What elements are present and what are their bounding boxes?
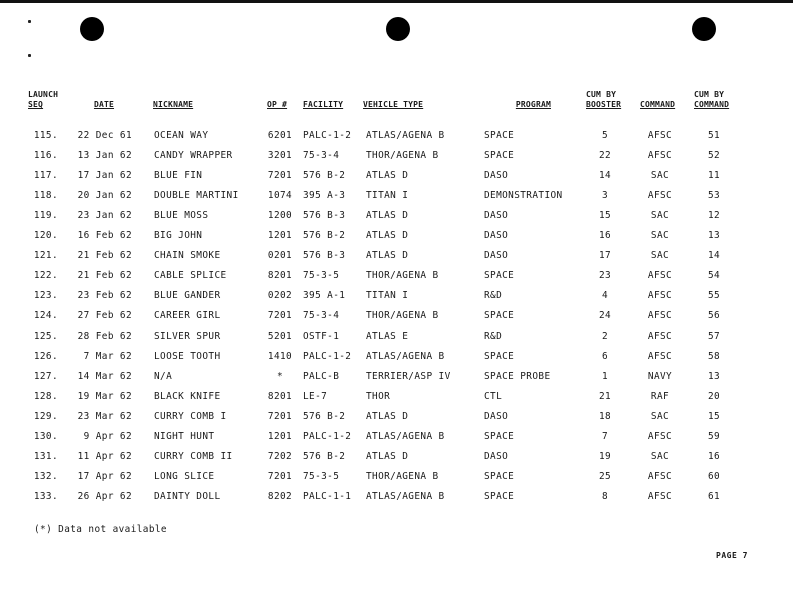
cell-cum-by-booster: 7 — [601, 430, 609, 442]
cell-vehicle-type: ATLAS D — [366, 230, 409, 242]
cell-seq: 126. — [33, 350, 58, 362]
cell-cum-by-command: 51 — [707, 130, 721, 141]
cell-op: * — [276, 370, 284, 382]
table-row — [0, 310, 793, 330]
cell-op: 6201 — [267, 130, 293, 141]
cell-cum-by-booster: 17 — [598, 250, 612, 262]
cell-op: 7202 — [267, 450, 293, 462]
cell-seq: 132. — [33, 470, 58, 482]
cell-date: 23 Feb 62 — [77, 290, 132, 302]
page-number: PAGE 7 — [716, 551, 748, 560]
cell-program: DASO — [484, 210, 509, 222]
cell-program: SPACE — [484, 350, 515, 362]
cell-cum-by-command: 15 — [707, 410, 721, 422]
cell-facility: 395 A-1 — [303, 290, 346, 302]
cell-cum-by-booster: 16 — [598, 230, 612, 242]
cell-cum-by-command: 13 — [707, 370, 721, 382]
cell-facility: 75-3-5 — [303, 470, 340, 482]
cell-command: SAC — [650, 230, 670, 242]
cell-op: 8202 — [267, 490, 293, 502]
cell-op: 7201 — [267, 310, 293, 322]
cell-cum-by-booster: 19 — [598, 450, 612, 462]
cell-seq: 117. — [33, 170, 58, 182]
cell-vehicle-type: ATLAS D — [366, 450, 409, 462]
cell-nickname: CHAIN SMOKE — [154, 250, 221, 262]
table-row — [0, 230, 793, 250]
cell-vehicle-type: ATLAS D — [366, 250, 409, 262]
cell-date: 28 Feb 62 — [77, 330, 132, 342]
cell-nickname: CANDY WRAPPER — [154, 150, 233, 162]
table-row — [0, 351, 793, 371]
table-row — [0, 331, 793, 351]
cell-cum-by-booster: 1 — [601, 370, 609, 382]
table-row — [0, 150, 793, 170]
cell-program: DASO — [484, 450, 509, 462]
cell-op: 0202 — [267, 290, 293, 302]
cell-seq: 128. — [33, 390, 58, 402]
cell-command: AFSC — [647, 290, 673, 302]
header-vehicle-type: VEHICLE TYPE — [363, 100, 424, 109]
cell-cum-by-booster: 21 — [598, 390, 612, 402]
table-row — [0, 250, 793, 270]
cell-cum-by-booster: 25 — [598, 470, 612, 482]
cell-command: AFSC — [647, 490, 673, 502]
cell-nickname: BLUE FIN — [154, 170, 203, 182]
table-row — [0, 290, 793, 310]
cell-cum-by-command: 11 — [707, 170, 721, 182]
cell-command: AFSC — [647, 430, 673, 442]
cell-op: 8201 — [267, 270, 293, 282]
cell-op: 7201 — [267, 410, 293, 422]
cell-program: CTL — [484, 390, 503, 402]
cell-cum-by-command: 58 — [707, 350, 721, 362]
cell-seq: 120. — [33, 230, 58, 242]
header-nickname: NICKNAME — [153, 100, 194, 109]
cell-date: 16 Feb 62 — [77, 230, 132, 242]
cell-command: AFSC — [647, 470, 673, 482]
cell-cum-by-command: 20 — [707, 390, 721, 402]
header-cum-by-line1: CUM BY — [694, 90, 725, 99]
cell-cum-by-booster: 4 — [601, 290, 609, 302]
header-cum-by-command — [694, 90, 729, 110]
cell-nickname: BLACK KNIFE — [154, 390, 221, 402]
cell-seq: 124. — [33, 310, 58, 322]
header-facility: FACILITY — [303, 100, 344, 109]
cell-program: SPACE — [484, 130, 515, 141]
cell-facility: 576 B-2 — [303, 230, 346, 242]
cell-cum-by-booster: 6 — [601, 350, 609, 362]
header-launch-line1: LAUNCH — [28, 90, 59, 99]
cell-program: DASO — [484, 410, 509, 422]
cell-command: SAC — [650, 410, 670, 422]
cell-vehicle-type: TITAN I — [366, 290, 409, 302]
cell-nickname: BLUE MOSS — [154, 210, 209, 222]
header-launch-seq — [28, 90, 58, 110]
cell-op: 7201 — [267, 470, 293, 482]
cell-vehicle-type: THOR/AGENA B — [366, 310, 439, 322]
header-op: OP # — [267, 100, 288, 109]
cell-vehicle-type: ATLAS D — [366, 210, 409, 222]
table-row — [0, 411, 793, 431]
table-row — [0, 471, 793, 491]
cell-program: R&D — [484, 330, 503, 342]
footnote: (*) Data not available — [34, 524, 167, 535]
cell-cum-by-booster: 22 — [598, 150, 612, 162]
cell-op: 8201 — [267, 390, 293, 402]
cell-program: SPACE PROBE — [484, 370, 551, 382]
cell-date: 13 Jan 62 — [77, 150, 132, 162]
cell-cum-by-booster: 3 — [601, 190, 609, 202]
table-row — [0, 190, 793, 210]
binder-hole-right — [692, 17, 716, 41]
cell-program: SPACE — [484, 470, 515, 482]
table-row — [0, 130, 793, 150]
cell-facility: 576 B-2 — [303, 170, 346, 182]
table-row — [0, 391, 793, 411]
cell-seq: 133. — [33, 490, 58, 502]
cell-program: SPACE — [484, 430, 515, 442]
cell-cum-by-command: 12 — [707, 210, 721, 222]
cell-vehicle-type: ATLAS D — [366, 410, 409, 422]
cell-date: 20 Jan 62 — [77, 190, 132, 202]
cell-nickname: LONG SLICE — [154, 470, 215, 482]
cell-date: 23 Mar 62 — [77, 410, 132, 422]
cell-command: AFSC — [647, 130, 673, 141]
cell-op: 1074 — [267, 190, 293, 202]
cell-nickname: OCEAN WAY — [154, 130, 209, 141]
cell-vehicle-type: TERRIER/ASP IV — [366, 370, 451, 382]
table-row — [0, 451, 793, 471]
cell-nickname: BLUE GANDER — [154, 290, 221, 302]
cell-command: AFSC — [647, 150, 673, 162]
header-program: PROGRAM — [515, 100, 551, 109]
cell-nickname: CURRY COMB I — [154, 410, 227, 422]
cell-command: SAC — [650, 250, 670, 262]
cell-cum-by-command: 56 — [707, 310, 721, 322]
cell-command: SAC — [650, 210, 670, 222]
cell-op: 1200 — [267, 210, 293, 222]
cell-facility: 576 B-3 — [303, 210, 346, 222]
cell-date: 26 Apr 62 — [77, 490, 132, 502]
cell-date: 23 Jan 62 — [77, 210, 132, 222]
table-row — [0, 170, 793, 190]
cell-facility: 576 B-2 — [303, 450, 346, 462]
header-date: DATE — [93, 100, 115, 109]
cell-vehicle-type: ATLAS/AGENA B — [366, 490, 445, 502]
cell-vehicle-type: THOR/AGENA B — [366, 150, 439, 162]
cell-cum-by-booster: 24 — [598, 310, 612, 322]
cell-nickname: N/A — [154, 370, 173, 382]
cell-cum-by-command: 14 — [707, 250, 721, 262]
table-row — [0, 491, 793, 511]
cell-seq: 131. — [33, 450, 58, 462]
cell-vehicle-type: ATLAS/AGENA B — [366, 430, 445, 442]
cell-facility: 576 B-2 — [303, 410, 346, 422]
cell-date: 21 Feb 62 — [77, 270, 132, 282]
cell-date: 14 Mar 62 — [77, 370, 132, 382]
cell-facility: 75-3-5 — [303, 270, 340, 282]
binder-hole-center — [386, 17, 410, 41]
cell-seq: 130. — [33, 430, 58, 442]
cell-nickname: DAINTY DOLL — [154, 490, 221, 502]
cell-cum-by-booster: 14 — [598, 170, 612, 182]
cell-cum-by-command: 13 — [707, 230, 721, 242]
cell-seq: 121. — [33, 250, 58, 262]
cell-date: 19 Mar 62 — [77, 390, 132, 402]
cell-facility: 395 A-3 — [303, 190, 346, 202]
cell-command: SAC — [650, 450, 670, 462]
cell-nickname: LOOSE TOOTH — [154, 350, 221, 362]
cell-vehicle-type: TITAN I — [366, 190, 409, 202]
cell-cum-by-command: 57 — [707, 330, 721, 342]
cell-command: RAF — [650, 390, 670, 402]
cell-nickname: SILVER SPUR — [154, 330, 221, 342]
header-cum-by-line1: CUM BY — [586, 90, 617, 99]
cell-cum-by-booster: 2 — [601, 330, 609, 342]
cell-vehicle-type: ATLAS/AGENA B — [366, 130, 445, 141]
cell-seq: 122. — [33, 270, 58, 282]
cell-vehicle-type: ATLAS/AGENA B — [366, 350, 445, 362]
scan-speck — [28, 54, 31, 57]
header-command-line2: COMMAND — [694, 100, 730, 109]
cell-nickname: CABLE SPLICE — [154, 270, 227, 282]
cell-command: AFSC — [647, 270, 673, 282]
scan-speck — [28, 20, 31, 23]
cell-program: DASO — [484, 230, 509, 242]
cell-op: 1410 — [267, 350, 293, 362]
cell-cum-by-command: 60 — [707, 470, 721, 482]
binder-hole-left — [80, 17, 104, 41]
cell-seq: 129. — [33, 410, 58, 422]
cell-vehicle-type: ATLAS D — [366, 170, 409, 182]
cell-date: 11 Apr 62 — [77, 450, 132, 462]
cell-cum-by-booster: 18 — [598, 410, 612, 422]
cell-facility: PALC-1-1 — [303, 490, 352, 502]
cell-command: NAVY — [647, 370, 673, 382]
cell-program: DEMONSTRATION — [484, 190, 563, 202]
top-border-line — [0, 0, 793, 3]
cell-facility: 75-3-4 — [303, 150, 340, 162]
cell-seq: 127. — [33, 370, 58, 382]
cell-facility: PALC-1-2 — [303, 350, 352, 362]
cell-cum-by-command: 59 — [707, 430, 721, 442]
cell-op: 1201 — [267, 430, 293, 442]
cell-date: 22 Dec 61 — [77, 130, 132, 141]
cell-nickname: BIG JOHN — [154, 230, 203, 242]
cell-program: DASO — [484, 250, 509, 262]
cell-op: 0201 — [267, 250, 293, 262]
cell-cum-by-command: 53 — [707, 190, 721, 202]
header-booster-line2: BOOSTER — [586, 100, 622, 109]
cell-command: AFSC — [647, 330, 673, 342]
cell-cum-by-command: 54 — [707, 270, 721, 282]
cell-facility: PALC-1-2 — [303, 130, 352, 141]
cell-nickname: CAREER GIRL — [154, 310, 221, 322]
table-row — [0, 371, 793, 391]
cell-date: 17 Jan 62 — [77, 170, 132, 182]
cell-op: 3201 — [267, 150, 293, 162]
cell-seq: 115. — [33, 130, 58, 141]
cell-program: R&D — [484, 290, 503, 302]
cell-cum-by-command: 55 — [707, 290, 721, 302]
cell-facility: 75-3-4 — [303, 310, 340, 322]
cell-command: AFSC — [647, 310, 673, 322]
cell-facility: 576 B-3 — [303, 250, 346, 262]
cell-vehicle-type: THOR — [366, 390, 391, 402]
cell-nickname: NIGHT HUNT — [154, 430, 215, 442]
cell-command: SAC — [650, 170, 670, 182]
header-cum-by-booster — [586, 90, 621, 110]
cell-cum-by-booster: 8 — [601, 490, 609, 502]
cell-seq: 125. — [33, 330, 58, 342]
cell-date: 7 Mar 62 — [83, 350, 132, 362]
cell-program: DASO — [484, 170, 509, 182]
table-row — [0, 270, 793, 290]
cell-cum-by-booster: 23 — [598, 270, 612, 282]
cell-program: SPACE — [484, 490, 515, 502]
cell-nickname: CURRY COMB II — [154, 450, 233, 462]
cell-cum-by-command: 16 — [707, 450, 721, 462]
cell-facility: OSTF-1 — [303, 330, 340, 342]
cell-facility: LE-7 — [303, 390, 328, 402]
table-row — [0, 431, 793, 451]
cell-op: 7201 — [267, 170, 293, 182]
cell-vehicle-type: THOR/AGENA B — [366, 470, 439, 482]
cell-seq: 118. — [33, 190, 58, 202]
cell-facility: PALC-B — [303, 370, 340, 382]
cell-cum-by-booster: 5 — [601, 130, 609, 141]
cell-date: 21 Feb 62 — [77, 250, 132, 262]
cell-nickname: DOUBLE MARTINI — [154, 190, 239, 202]
cell-cum-by-command: 61 — [707, 490, 721, 502]
cell-date: 27 Feb 62 — [77, 310, 132, 322]
header-command: COMMAND — [640, 100, 676, 109]
cell-vehicle-type: THOR/AGENA B — [366, 270, 439, 282]
cell-date: 9 Apr 62 — [83, 430, 132, 442]
cell-vehicle-type: ATLAS E — [366, 330, 409, 342]
cell-op: 1201 — [267, 230, 293, 242]
cell-program: SPACE — [484, 310, 515, 322]
cell-seq: 116. — [33, 150, 58, 162]
cell-seq: 123. — [33, 290, 58, 302]
cell-cum-by-booster: 15 — [598, 210, 612, 222]
cell-command: AFSC — [647, 350, 673, 362]
header-seq-line2: SEQ — [28, 100, 44, 109]
cell-program: SPACE — [484, 270, 515, 282]
cell-date: 17 Apr 62 — [77, 470, 132, 482]
cell-facility: PALC-1-2 — [303, 430, 352, 442]
cell-cum-by-command: 52 — [707, 150, 721, 162]
cell-command: AFSC — [647, 190, 673, 202]
cell-seq: 119. — [33, 210, 58, 222]
table-row — [0, 210, 793, 230]
cell-op: 5201 — [267, 330, 293, 342]
cell-program: SPACE — [484, 150, 515, 162]
